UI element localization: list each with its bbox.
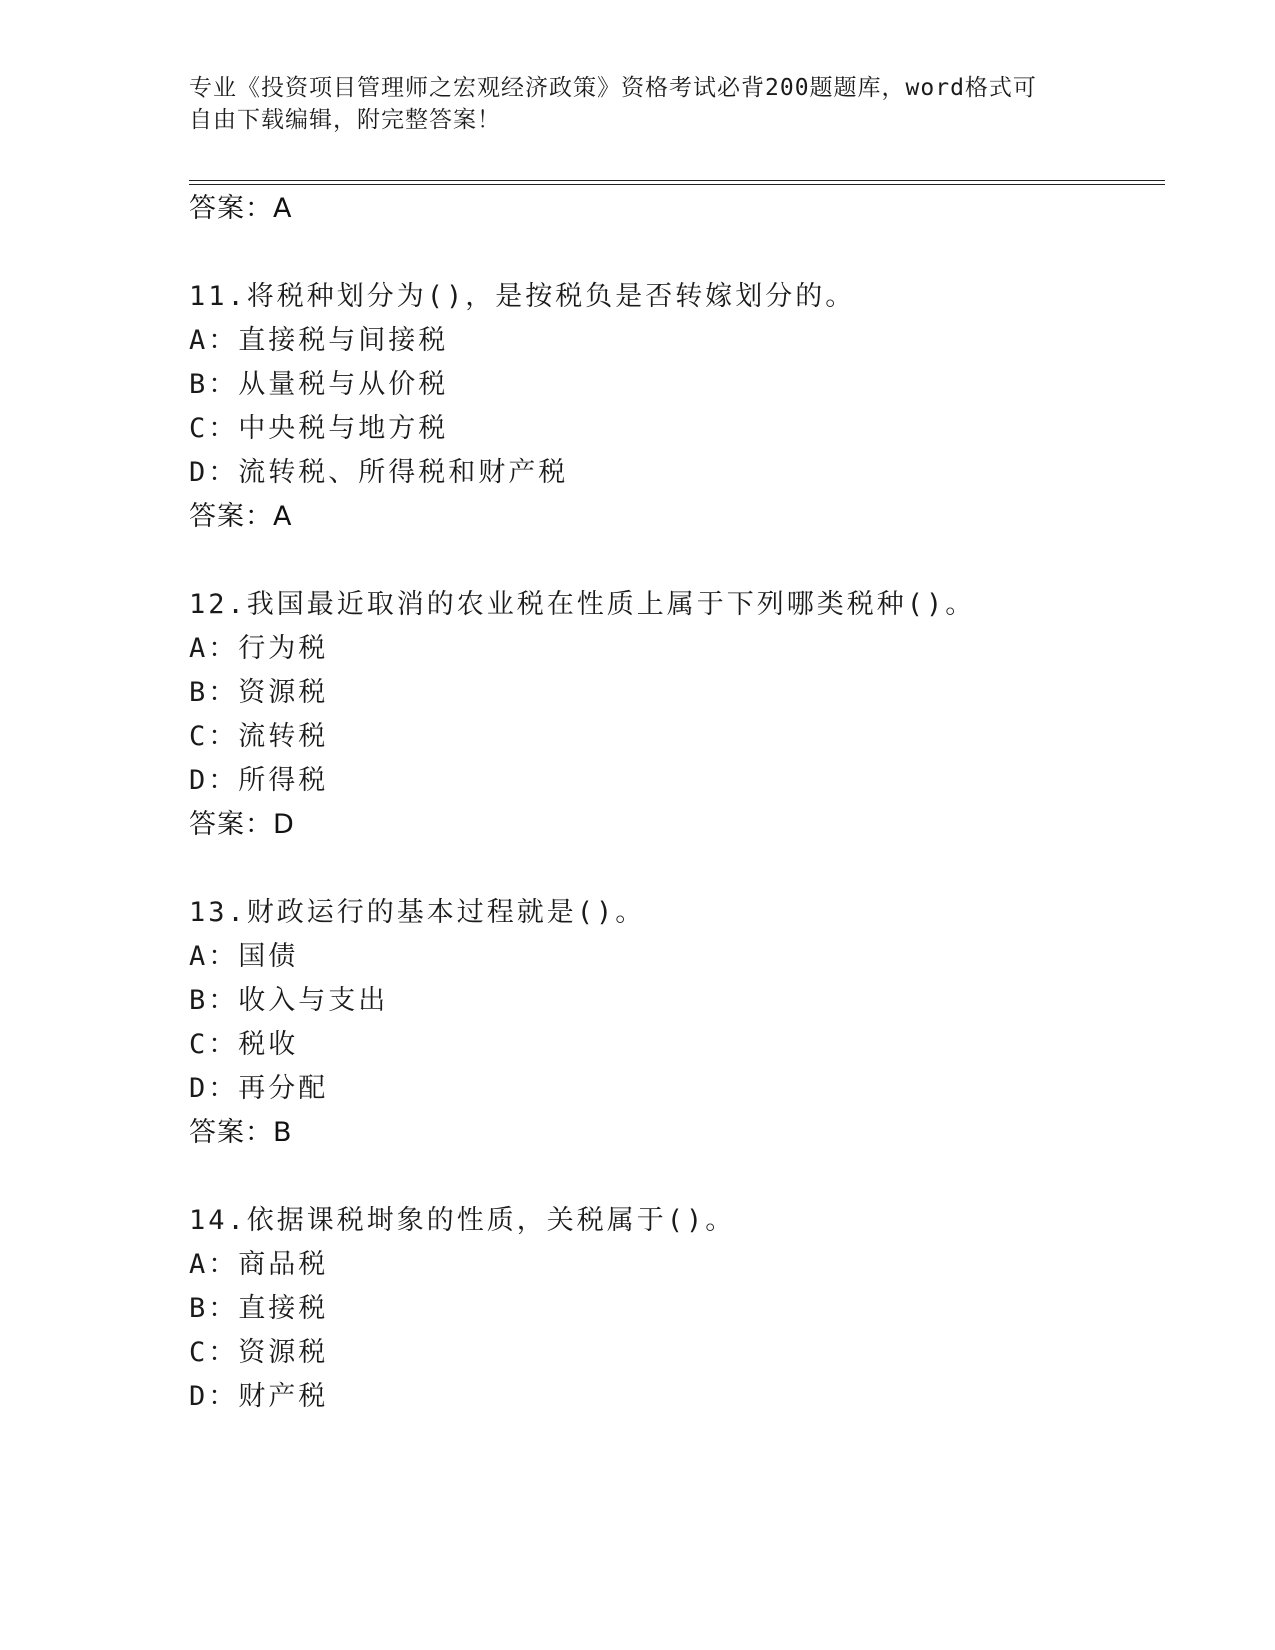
question-12-text: 12.我国最近取消的农业税在性质上属于下列哪类税种()。 [189, 589, 976, 620]
question-12-option-c: C：流转税 [189, 721, 329, 752]
question-11-option-a: A：直接税与间接税 [189, 325, 449, 356]
question-13-option-c: C：税收 [189, 1029, 299, 1060]
header-divider-top [189, 180, 1165, 181]
question-14-text: 14.依据课税埘象的性质，关税属于()。 [189, 1205, 736, 1236]
header-divider-bottom [189, 184, 1165, 185]
question-11-text: 11.将税种划分为()，是按税负是否转嫁划分的。 [189, 281, 856, 312]
question-12-answer: 答案：D [189, 809, 295, 840]
question-12-option-d: D：所得税 [189, 765, 329, 796]
question-14-option-d: D：财产税 [189, 1381, 329, 1412]
question-14-option-b: B：直接税 [189, 1293, 329, 1324]
question-12-option-a: A：行为税 [189, 633, 329, 664]
question-14-option-c: C：资源税 [189, 1337, 329, 1368]
question-11-answer: 答案：A [189, 501, 293, 532]
question-13-answer: 答案：B [189, 1117, 293, 1148]
question-13-option-b: B：收入与支出 [189, 985, 389, 1016]
question-11-option-b: B：从量税与从价税 [189, 369, 449, 400]
answer-line: 答案：A [189, 193, 293, 224]
question-11-option-d: D：流转税、所得税和财产税 [189, 457, 569, 488]
question-14-option-a: A：商品税 [189, 1249, 329, 1280]
question-13-option-a: A：国债 [189, 941, 299, 972]
document-header [189, 72, 1069, 136]
header-line-2: 自由下载编辑，附完整答案！ [189, 107, 501, 133]
question-13-option-d: D：再分配 [189, 1073, 329, 1104]
question-13-text: 13.财政运行的基本过程就是()。 [189, 897, 646, 928]
question-11-option-c: C：中央税与地方税 [189, 413, 449, 444]
header-line-1: 专业《投资项目管理师之宏观经济政策》资格考试必背200题题库，word格式可 [189, 75, 1037, 101]
question-12-option-b: B：资源税 [189, 677, 329, 708]
